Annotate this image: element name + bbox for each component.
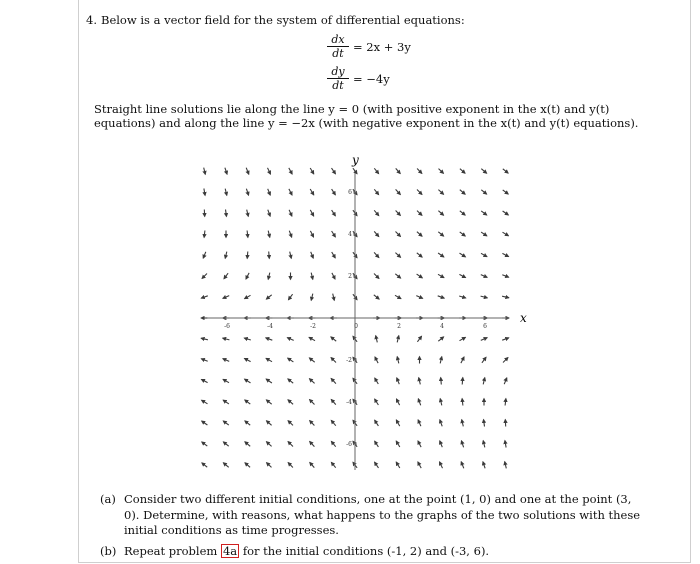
- field-arrow: [310, 231, 313, 237]
- field-arrow: [245, 400, 251, 404]
- question-number: 4.: [86, 13, 97, 27]
- field-arrow: [395, 274, 400, 278]
- field-arrow: [438, 190, 443, 195]
- field-arrow: [503, 232, 509, 236]
- field-arrow: [484, 420, 485, 427]
- field-arrow: [332, 189, 336, 195]
- field-arrow: [290, 252, 292, 259]
- field-arrow: [374, 210, 379, 215]
- field-arrow: [288, 400, 293, 405]
- field-arrow: [331, 420, 336, 425]
- field-arrow: [460, 253, 466, 257]
- field-arrow: [247, 252, 248, 259]
- field-arrow: [438, 211, 443, 216]
- field-arrow: [481, 253, 487, 256]
- field-arrow: [246, 273, 249, 279]
- field-arrow: [418, 399, 420, 406]
- field-arrow: [310, 210, 313, 216]
- field-arrow: [396, 211, 401, 216]
- field-arrow: [245, 295, 251, 298]
- field-arrow: [481, 296, 488, 298]
- field-arrow: [225, 189, 227, 196]
- y-tick-label: 6: [348, 189, 352, 196]
- field-arrow: [438, 296, 445, 298]
- field-arrow: [481, 169, 486, 174]
- field-arrow: [481, 338, 487, 341]
- field-arrow: [441, 378, 442, 385]
- dy-denominator: dt: [332, 79, 344, 92]
- field-arrow: [418, 441, 421, 447]
- field-arrow: [289, 231, 291, 238]
- field-arrow: [460, 337, 466, 340]
- field-arrow: [288, 463, 293, 468]
- field-arrow: [375, 420, 379, 426]
- y-axis-label: y: [352, 153, 359, 167]
- field-arrow: [331, 462, 335, 467]
- field-arrow: [311, 294, 313, 301]
- field-arrow: [396, 420, 399, 426]
- x-tick-label: -2: [310, 323, 316, 330]
- field-arrow: [225, 168, 227, 175]
- field-arrow: [266, 379, 272, 383]
- part-b-text: [124, 544, 644, 560]
- field-arrow: [267, 463, 272, 468]
- field-arrow: [374, 231, 379, 236]
- field-arrow: [224, 273, 228, 279]
- field-arrow: [502, 275, 508, 278]
- field-arrow: [417, 253, 422, 257]
- field-arrow: [310, 400, 315, 405]
- field-arrow: [505, 441, 506, 448]
- field-arrow: [440, 420, 442, 427]
- field-arrow: [268, 273, 270, 280]
- field-arrow: [416, 296, 422, 299]
- field-arrow: [483, 441, 485, 448]
- y-tick-label: 4: [348, 231, 352, 238]
- field-arrow: [204, 189, 205, 196]
- field-arrow: [395, 253, 400, 258]
- field-arrow: [503, 358, 508, 363]
- field-arrow: [374, 295, 379, 299]
- field-arrow: [397, 336, 399, 343]
- field-arrow: [417, 169, 422, 174]
- field-arrow: [460, 190, 465, 195]
- field-arrow: [483, 378, 485, 385]
- field-arrow: [309, 337, 315, 340]
- field-arrow: [440, 399, 442, 406]
- field-arrow: [438, 274, 444, 277]
- field-arrow: [375, 399, 379, 405]
- field-arrow: [311, 252, 314, 258]
- field-arrow: [331, 378, 336, 383]
- field-arrow: [244, 338, 251, 340]
- field-arrow: [266, 400, 271, 404]
- field-arrow: [396, 189, 401, 194]
- field-arrow: [462, 378, 463, 385]
- field-arrow: [459, 296, 466, 298]
- field-arrow: [310, 441, 315, 446]
- field-arrow: [376, 336, 378, 343]
- field-arrow: [440, 441, 443, 447]
- field-arrow: [460, 232, 466, 236]
- field-arrow: [332, 231, 336, 237]
- field-arrow: [440, 357, 442, 364]
- field-arrow: [438, 337, 443, 341]
- field-arrow: [288, 294, 292, 300]
- field-arrow: [268, 189, 271, 195]
- field-arrow: [202, 463, 207, 467]
- field-arrow: [438, 253, 444, 257]
- x-tick-label: 6: [483, 323, 487, 330]
- field-arrow: [396, 462, 400, 468]
- field-arrow: [332, 168, 336, 174]
- field-arrow: [481, 232, 487, 236]
- field-arrow: [397, 378, 400, 384]
- field-arrow: [244, 358, 250, 361]
- field-arrow: [461, 462, 464, 469]
- field-arrow: [417, 336, 421, 342]
- field-arrow: [309, 358, 314, 362]
- field-arrow: [395, 295, 401, 298]
- field-arrow: [247, 231, 248, 238]
- field-arrow: [419, 378, 421, 385]
- part-b-text-before: Repeat problem: [124, 544, 218, 558]
- field-arrow: [245, 421, 250, 425]
- field-arrow: [503, 211, 509, 215]
- field-arrow: [266, 338, 273, 340]
- field-arrow: [202, 400, 208, 404]
- y-tick-label: -2: [346, 357, 352, 364]
- part-a-label: (a): [100, 492, 116, 506]
- field-arrow: [396, 232, 401, 237]
- field-arrow: [310, 168, 314, 174]
- field-arrow: [202, 421, 208, 425]
- field-arrow: [461, 441, 463, 448]
- field-arrow: [288, 442, 293, 447]
- field-arrow: [246, 168, 249, 175]
- field-arrow: [268, 231, 270, 238]
- field-arrow: [332, 210, 336, 216]
- field-arrow: [223, 296, 229, 299]
- field-arrow: [375, 357, 378, 363]
- field-arrow: [481, 211, 487, 215]
- field-arrow: [288, 421, 293, 426]
- field-arrow: [482, 357, 486, 363]
- field-arrow: [460, 211, 465, 215]
- field-arrow: [269, 252, 270, 259]
- y-tick-label: -6: [346, 441, 352, 448]
- field-arrow: [502, 338, 509, 340]
- straight-line-description: Straight line solutions lie along the line y = 0 (with positive exponent in the x(t) and y(t) equations) and along the line y = −2x (with negative exponent in the x(t) and y(t) equations).: [94, 102, 639, 130]
- field-arrow: [331, 358, 336, 363]
- field-arrow: [502, 296, 509, 298]
- field-arrow: [417, 211, 422, 216]
- field-arrow: [460, 169, 465, 174]
- field-arrow: [223, 338, 230, 340]
- field-arrow: [459, 274, 465, 277]
- field-arrow: [289, 210, 292, 216]
- field-arrow: [245, 463, 250, 468]
- field-arrow: [375, 462, 379, 468]
- field-arrow: [374, 189, 378, 194]
- field-arrow: [353, 168, 357, 174]
- field-arrow: [202, 274, 207, 279]
- field-arrow: [417, 190, 422, 195]
- field-arrow: [375, 441, 379, 447]
- field-arrow: [374, 168, 378, 173]
- part-b-reference-link[interactable]: 4a: [222, 544, 238, 558]
- field-arrow: [225, 252, 227, 259]
- field-arrow: [481, 275, 487, 278]
- field-arrow: [223, 359, 229, 362]
- field-arrow: [223, 463, 228, 468]
- question-intro: Below is a vector field for the system of differential equations:: [101, 13, 465, 27]
- part-a-text: Consider two different initial conditions, one at the point (1, 0) and one at the point (3, 0). Determine, with reasons, what happens to the graphs of the two solutions with these initial conditions as time progresses.: [124, 492, 641, 537]
- field-arrow: [247, 210, 249, 217]
- field-arrow: [331, 441, 335, 446]
- field-arrow: [201, 338, 208, 340]
- x-axis-label: x: [520, 311, 527, 325]
- field-arrow: [245, 379, 251, 383]
- dy-numerator: dy: [327, 65, 349, 79]
- field-arrow: [504, 378, 507, 384]
- x-tick-label: 0: [354, 323, 358, 330]
- dx-rhs: = 2x + 3y: [353, 40, 411, 54]
- field-arrow: [309, 379, 314, 384]
- field-arrow: [266, 421, 271, 426]
- field-arrow: [332, 252, 336, 258]
- field-arrow: [332, 273, 335, 279]
- field-arrow: [266, 295, 271, 299]
- field-arrow: [375, 378, 379, 384]
- field-arrow: [310, 462, 315, 467]
- field-arrow: [461, 357, 464, 363]
- field-arrow: [310, 421, 315, 426]
- field-arrow: [417, 232, 422, 237]
- field-arrow: [505, 399, 506, 406]
- x-tick-label: 4: [440, 323, 444, 330]
- field-arrow: [223, 442, 228, 446]
- field-arrow: [246, 189, 248, 196]
- x-tick-label: -4: [267, 323, 273, 330]
- field-arrow: [331, 337, 336, 341]
- field-arrow: [310, 189, 314, 195]
- field-arrow: [418, 462, 421, 468]
- field-arrow: [268, 168, 271, 174]
- field-arrow: [396, 399, 399, 405]
- field-arrow: [503, 169, 508, 173]
- field-arrow: [204, 231, 205, 238]
- field-arrow: [418, 420, 421, 426]
- field-arrow: [287, 338, 293, 341]
- field-arrow: [502, 253, 508, 256]
- field-arrow: [440, 462, 443, 468]
- field-arrow: [201, 359, 207, 362]
- field-arrow: [266, 358, 272, 361]
- field-arrow: [396, 441, 400, 447]
- field-arrow: [226, 210, 227, 217]
- field-arrow: [505, 462, 507, 469]
- field-arrow: [223, 421, 229, 425]
- field-arrow: [202, 442, 208, 446]
- field-arrow: [374, 252, 379, 257]
- field-arrow: [483, 462, 485, 469]
- field-arrow: [289, 168, 292, 174]
- field-arrow: [201, 379, 207, 382]
- part-b-label: (b): [100, 544, 117, 558]
- field-arrow: [417, 274, 423, 278]
- field-arrow: [311, 273, 313, 280]
- field-arrow: [223, 379, 229, 382]
- dx-numerator: dx: [327, 33, 349, 47]
- field-arrow: [331, 399, 336, 404]
- field-arrow: [288, 358, 294, 362]
- x-tick-label: -6: [224, 323, 230, 330]
- field-arrow: [438, 232, 443, 236]
- field-arrow: [203, 252, 206, 258]
- y-tick-label: -4: [346, 399, 352, 406]
- field-arrow: [245, 442, 250, 447]
- field-arrow: [201, 296, 208, 298]
- field-arrow: [396, 168, 401, 173]
- dy-rhs: = −4y: [353, 72, 390, 86]
- dx-denominator: dt: [332, 47, 344, 60]
- field-arrow: [204, 168, 206, 175]
- field-arrow: [266, 442, 271, 447]
- field-arrow: [462, 399, 463, 406]
- field-arrow: [374, 274, 379, 279]
- part-b-text-after: for the initial conditions (-1, 2) and (-3, 6).: [242, 544, 490, 558]
- field-arrow: [289, 189, 292, 195]
- y-tick-label: 2: [348, 273, 352, 280]
- field-arrow: [397, 357, 399, 364]
- field-arrow: [503, 190, 509, 194]
- field-arrow: [288, 379, 293, 383]
- field-arrow: [268, 210, 270, 217]
- field-arrow: [462, 420, 464, 427]
- field-arrow: [223, 400, 229, 404]
- field-arrow: [333, 294, 335, 301]
- field-arrow: [481, 190, 486, 194]
- x-tick-label: 2: [397, 323, 401, 330]
- field-arrow: [439, 169, 444, 174]
